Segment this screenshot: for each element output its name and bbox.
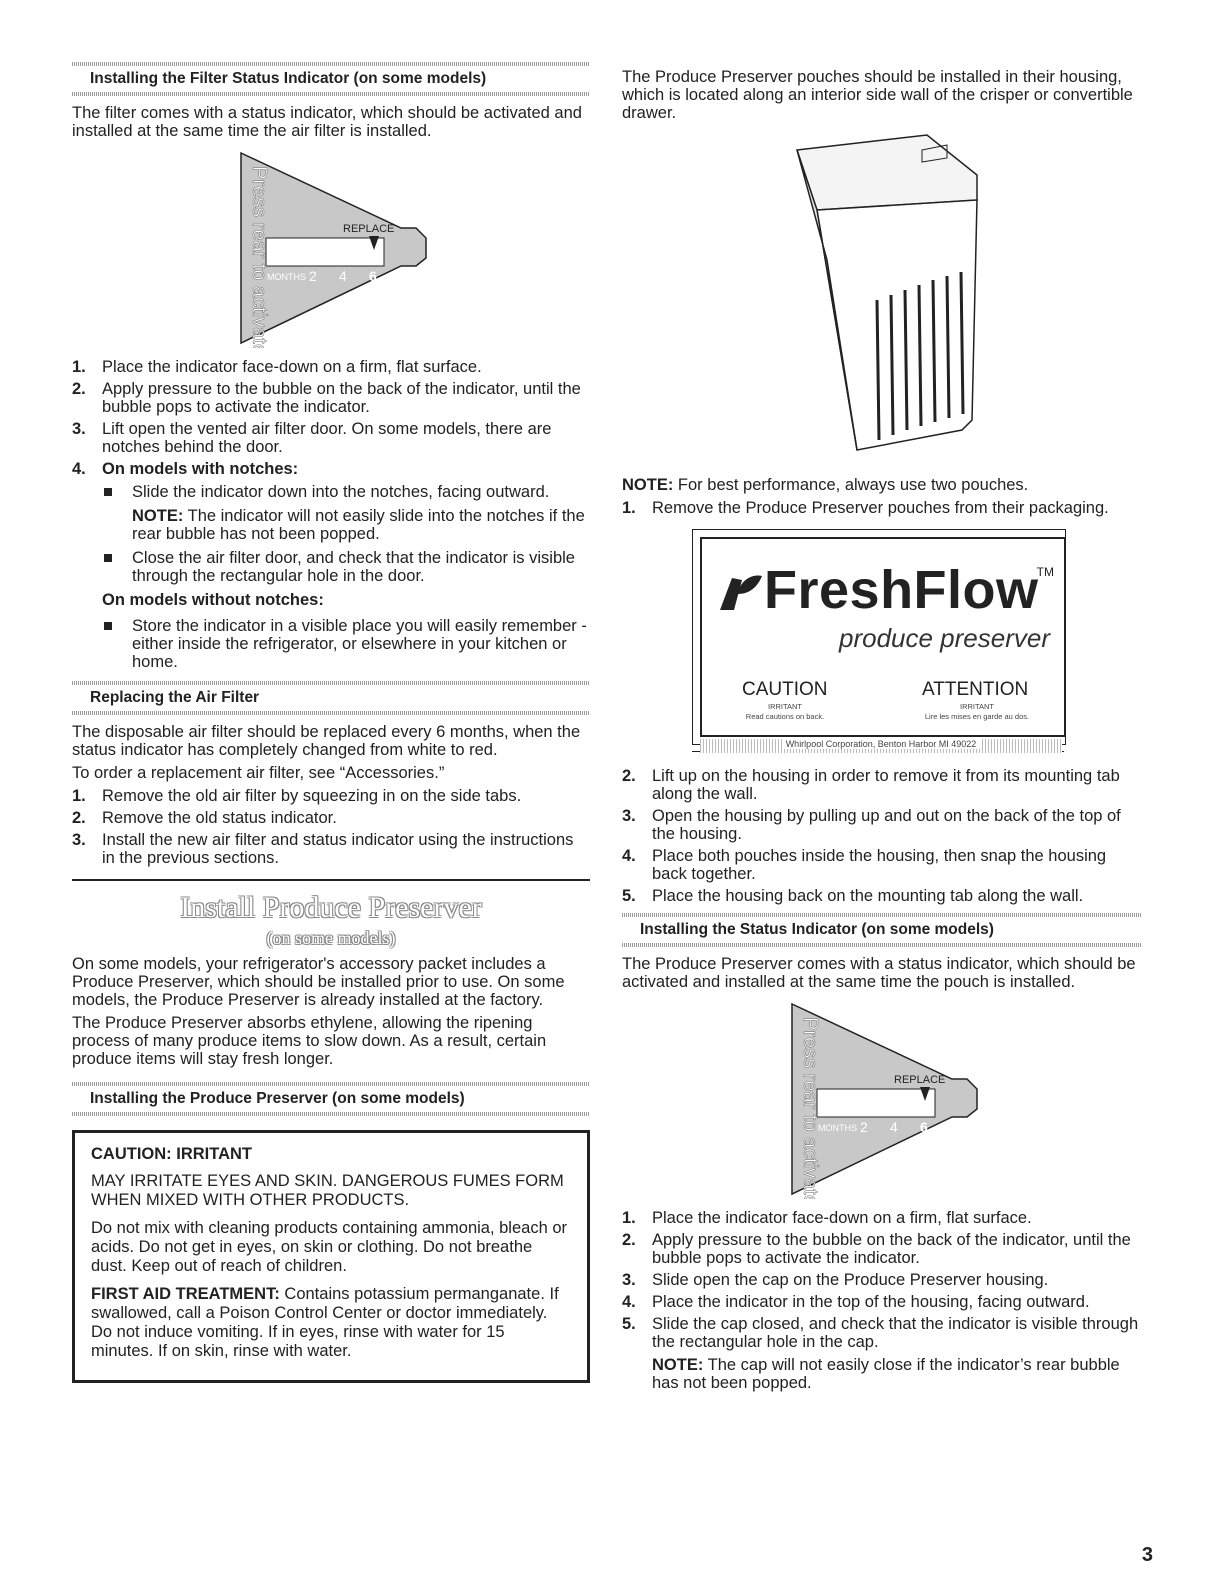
list-item: 4. On models with notches: (72, 460, 299, 478)
housing-steps (622, 767, 1142, 905)
list-item: 2. Apply pressure to the bubble on the back of the indicator, until the bubble pops to activate the indicator. (622, 1231, 1131, 1267)
month-6: 6 (920, 1119, 928, 1135)
final-note: NOTE: The cap will not easily close if the indicator’s rear bubble has not been popped. (652, 1356, 1120, 1392)
trademark-text: TM (1036, 565, 1054, 579)
produce-p1: On some models, your refrigerator's accessory packet includes a Produce Preserver, which should be installed prior to use. On some models, the Produce Preserver is already installed at the factory. (72, 955, 565, 1009)
caution-p3: FIRST AID TREATMENT: Contains potassium permanganate. If swallowed, call a Poison Control Center or doctor immediately. Do not induce vomiting. If in eyes, rinse with water for 15 minutes. If on skin, rinse with water. (91, 1285, 559, 1360)
list-item: 5. Place the housing back on the mounting tab along the wall. (622, 887, 1084, 905)
list-item: 3. Lift open the vented air filter door. On some models, there are notches behind the door. (72, 420, 552, 456)
status-indicator-illustration (782, 999, 982, 1199)
pouch-step-1 (622, 499, 1142, 517)
list-item: Close the air filter door, and check that the indicator is visible through the rectangular hole in the door. (102, 549, 590, 585)
bullet-icon (104, 488, 112, 496)
left-column (72, 62, 590, 1383)
filter-status-header: Installing the Filter Status Indicator (on some models) (72, 62, 590, 96)
list-item: 3. Open the housing by pulling up and out on the back of the top of the housing. (622, 807, 1121, 843)
months-text: MONTHS (267, 272, 306, 282)
list-item: 1. Place the indicator face-down on a firm, flat surface. (72, 358, 482, 376)
housing-illustration (767, 130, 997, 466)
caution-box (72, 1130, 590, 1383)
press-rear-text: Press rear to activate (799, 1017, 821, 1199)
no-notch-bullets (72, 617, 590, 671)
replacing-steps (72, 787, 590, 867)
pp-status-indicator-figure (782, 999, 982, 1199)
list-item: Slide the indicator down into the notches, facing outward. (102, 483, 590, 501)
replacing-p2: To order a replacement air filter, see “Accessories.” (72, 764, 445, 782)
pouch-note: NOTE: For best performance, always use two pouches. (622, 476, 1029, 494)
replace-text: REPLACE (343, 223, 395, 235)
label-caution-irritant: IRRITANT (767, 702, 803, 711)
bullet-icon (104, 554, 112, 562)
filter-status-steps (72, 358, 590, 478)
list-item: 1. Place the indicator face-down on a firm, flat surface. (622, 1209, 1032, 1227)
list-item: 1. Remove the Produce Preserver pouches from their packaging. (622, 499, 1109, 517)
freshflow-logo: FreshFlow (718, 559, 1039, 621)
month-2: 2 (309, 268, 317, 284)
month-2: 2 (860, 1119, 868, 1135)
installing-pp-header: Installing the Produce Preserver (on some models) (72, 1082, 590, 1116)
housing-intro: The Produce Preserver pouches should be installed in their housing, which is located along an interior side wall of the crisper or convertible drawer. (622, 68, 1133, 122)
status-indicator-header: Installing the Status Indicator (on some models) (622, 913, 1142, 947)
freshflow-label-figure (692, 529, 1072, 757)
replace-text: REPLACE (894, 1074, 946, 1086)
caution-p2: Do not mix with cleaning products containing ammonia, bleach or acids. Do not get in eyes, on skin or clothing. Do not breathe dust. Keep out of reach of children. (91, 1219, 568, 1275)
status-indicator-steps (622, 1209, 1142, 1351)
list-item: 2. Lift up on the housing in order to remove it from its mounting tab along the wall. (622, 767, 1120, 803)
month-4: 4 (890, 1119, 898, 1135)
label-maker: Whirlpool Corporation, Benton Harbor MI 49022 (700, 739, 1062, 753)
bullet-icon (104, 622, 112, 630)
page-number: 3 (1141, 1544, 1153, 1566)
list-item: 2. Apply pressure to the bubble on the back of the indicator, until the bubble pops to activate the indicator. (72, 380, 581, 416)
caution-title: CAUTION: IRRITANT (91, 1145, 253, 1163)
months-text: MONTHS (818, 1123, 857, 1133)
no-notch-header: On models without notches: (102, 591, 324, 609)
month-4: 4 (339, 268, 347, 284)
notch-note: NOTE: The indicator will not easily slide into the notches if the rear bubble has not been popped. (132, 507, 585, 543)
list-item: 3. Slide open the cap on the Produce Preserver housing. (622, 1271, 1049, 1289)
produce-p2: The Produce Preserver absorbs ethylene, allowing the ripening process of many produce items to slow down. As a result, certain produce items will stay fresh longer. (72, 1014, 547, 1068)
replacing-p1: The disposable air filter should be replaced every 6 months, when the status indicator has completely changed from white to red. (72, 723, 581, 759)
freshflow-subtitle: produce preserver (839, 623, 1050, 653)
section-title: Install Produce Preserver (180, 891, 482, 924)
section-divider (72, 879, 590, 881)
status-indicator-illustration (231, 148, 431, 348)
list-item: 2. Remove the old status indicator. (72, 809, 337, 827)
list-item: 3. Install the new air filter and status indicator using the instructions in the previous sections. (72, 831, 574, 867)
list-item: 4. Place both pouches inside the housing, then snap the housing back together. (622, 847, 1107, 883)
notch-bullets (72, 483, 590, 501)
month-6: 6 (369, 268, 377, 284)
list-item: 1. Remove the old air filter by squeezing in on the side tabs. (72, 787, 522, 805)
notch-bullets-2 (72, 549, 590, 585)
caution-p1: MAY IRRITATE EYES AND SKIN. DANGEROUS FUMES FORM WHEN MIXED WITH OTHER PRODUCTS. (91, 1172, 564, 1209)
section-subtitle: (on some models) (266, 928, 396, 948)
label-caution-note: Read cautions on back. (745, 712, 825, 721)
list-item: 4. Place the indicator in the top of the housing, facing outward. (622, 1293, 1090, 1311)
housing-figure (767, 130, 997, 466)
label-attention: ATTENTION (922, 679, 1029, 700)
list-item: 5. Slide the cap closed, and check that the indicator is visible through the rectangular hole in the cap. (622, 1315, 1139, 1351)
label-attention-note: Lire les mises en garde au dos. (924, 712, 1030, 721)
label-attention-irritant: IRRITANT (959, 702, 995, 711)
status-indicator-intro: The Produce Preserver comes with a status indicator, which should be activated and installed at the same time the pouch is installed. (622, 955, 1136, 991)
press-rear-text: Press rear to activate (248, 166, 270, 348)
list-item: Store the indicator in a visible place you will easily remember - either inside the refrigerator, or elsewhere in your kitchen or home. (102, 617, 590, 671)
right-column (622, 68, 1142, 1397)
label-caution: CAUTION (742, 679, 828, 700)
leaf-icon (718, 572, 764, 612)
filter-status-intro: The filter comes with a status indicator, which should be activated and installed at the same time the air filter is installed. (72, 104, 582, 140)
filter-status-indicator-figure (231, 148, 431, 348)
replacing-header: Replacing the Air Filter (72, 681, 590, 715)
